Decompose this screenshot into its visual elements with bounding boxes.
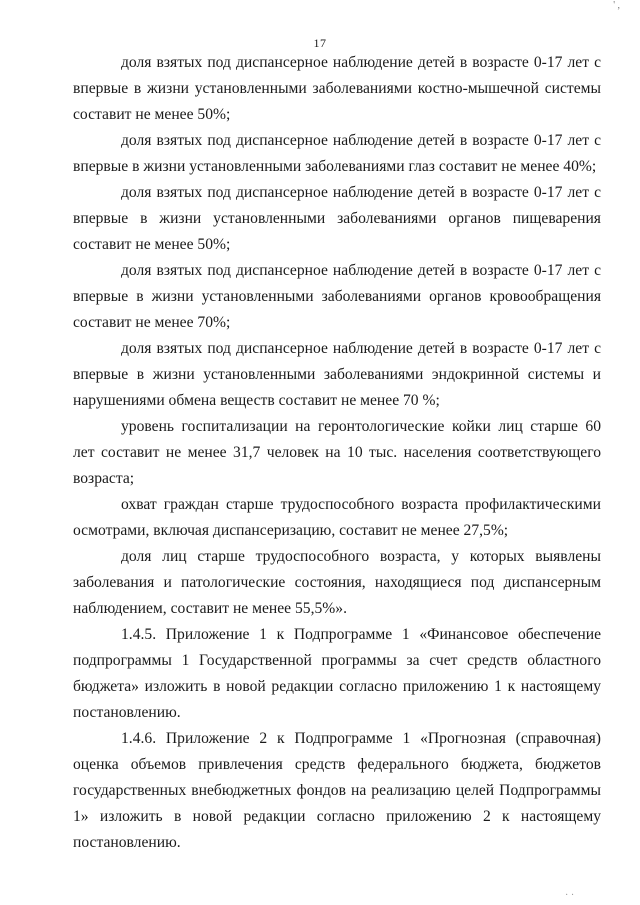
scan-corner-mark: ' , xyxy=(613,0,620,11)
paragraph-endocrine: доля взятых под диспансерное наблюдение детей в возрасте 0-17 лет с впервые в жизни установленными заболеваниями эндокринной системы и нарушениями обмена веществ составит не менее 70 %; xyxy=(73,340,601,409)
paragraph-gerontology: уровень госпитализации на геронтологические койки лиц старше 60 лет составит не менее 31,7 человек на 10 тыс. населения соответствующего возраста; xyxy=(73,418,601,487)
paragraph-checkups: охват граждан старше трудоспособного возраста профилактическими осмотрами, включая диспансеризацию, составит не менее 27,5%; xyxy=(73,496,601,539)
document-body xyxy=(73,50,601,856)
page-number: 17 xyxy=(313,36,327,50)
paragraph-digestive: доля взятых под диспансерное наблюдение детей в возрасте 0-17 лет с впервые в жизни установленными заболеваниями органов пищеварения составит не менее 50%; xyxy=(73,184,601,253)
paragraph-item-1-4-6: 1.4.6. Приложение 2 к Подпрограмме 1 «Прогнозная (справочная) оценка объемов привлечения средств федерального бюджета, бюджетов государственных внебюджетных фондов на реализацию целей Подпрограммы 1» изложить в новой редакции согласно приложению 2 к настоящему постановлению. xyxy=(73,730,601,851)
paragraph-item-1-4-5: 1.4.5. Приложение 1 к Подпрограмме 1 «Финансовое обеспечение подпрограммы 1 Государственной программы за счет средств областного бюджета» изложить в новой редакции согласно приложению 1 к настоящему постановлению. xyxy=(73,626,601,721)
paragraph-musculoskeletal: доля взятых под диспансерное наблюдение детей в возрасте 0-17 лет с впервые в жизни установленными заболеваниями костно-мышечной системы составит не менее 50%; xyxy=(73,54,601,123)
scan-bottom-mark: · · xyxy=(565,890,575,901)
paragraph-elderly-monitoring: доля лиц старше трудоспособного возраста, у которых выявлены заболевания и патологические состояния, находящиеся под диспансерным наблюдением, составит не менее 55,5%». xyxy=(73,548,601,617)
paragraph-eyes: доля взятых под диспансерное наблюдение детей в возрасте 0-17 лет с впервые в жизни установленными заболеваниями глаз составит не менее 40%; xyxy=(73,132,601,175)
paragraph-circulatory: доля взятых под диспансерное наблюдение детей в возрасте 0-17 лет с впервые в жизни установленными заболеваниями органов кровообращения составит не менее 70%; xyxy=(73,262,601,331)
